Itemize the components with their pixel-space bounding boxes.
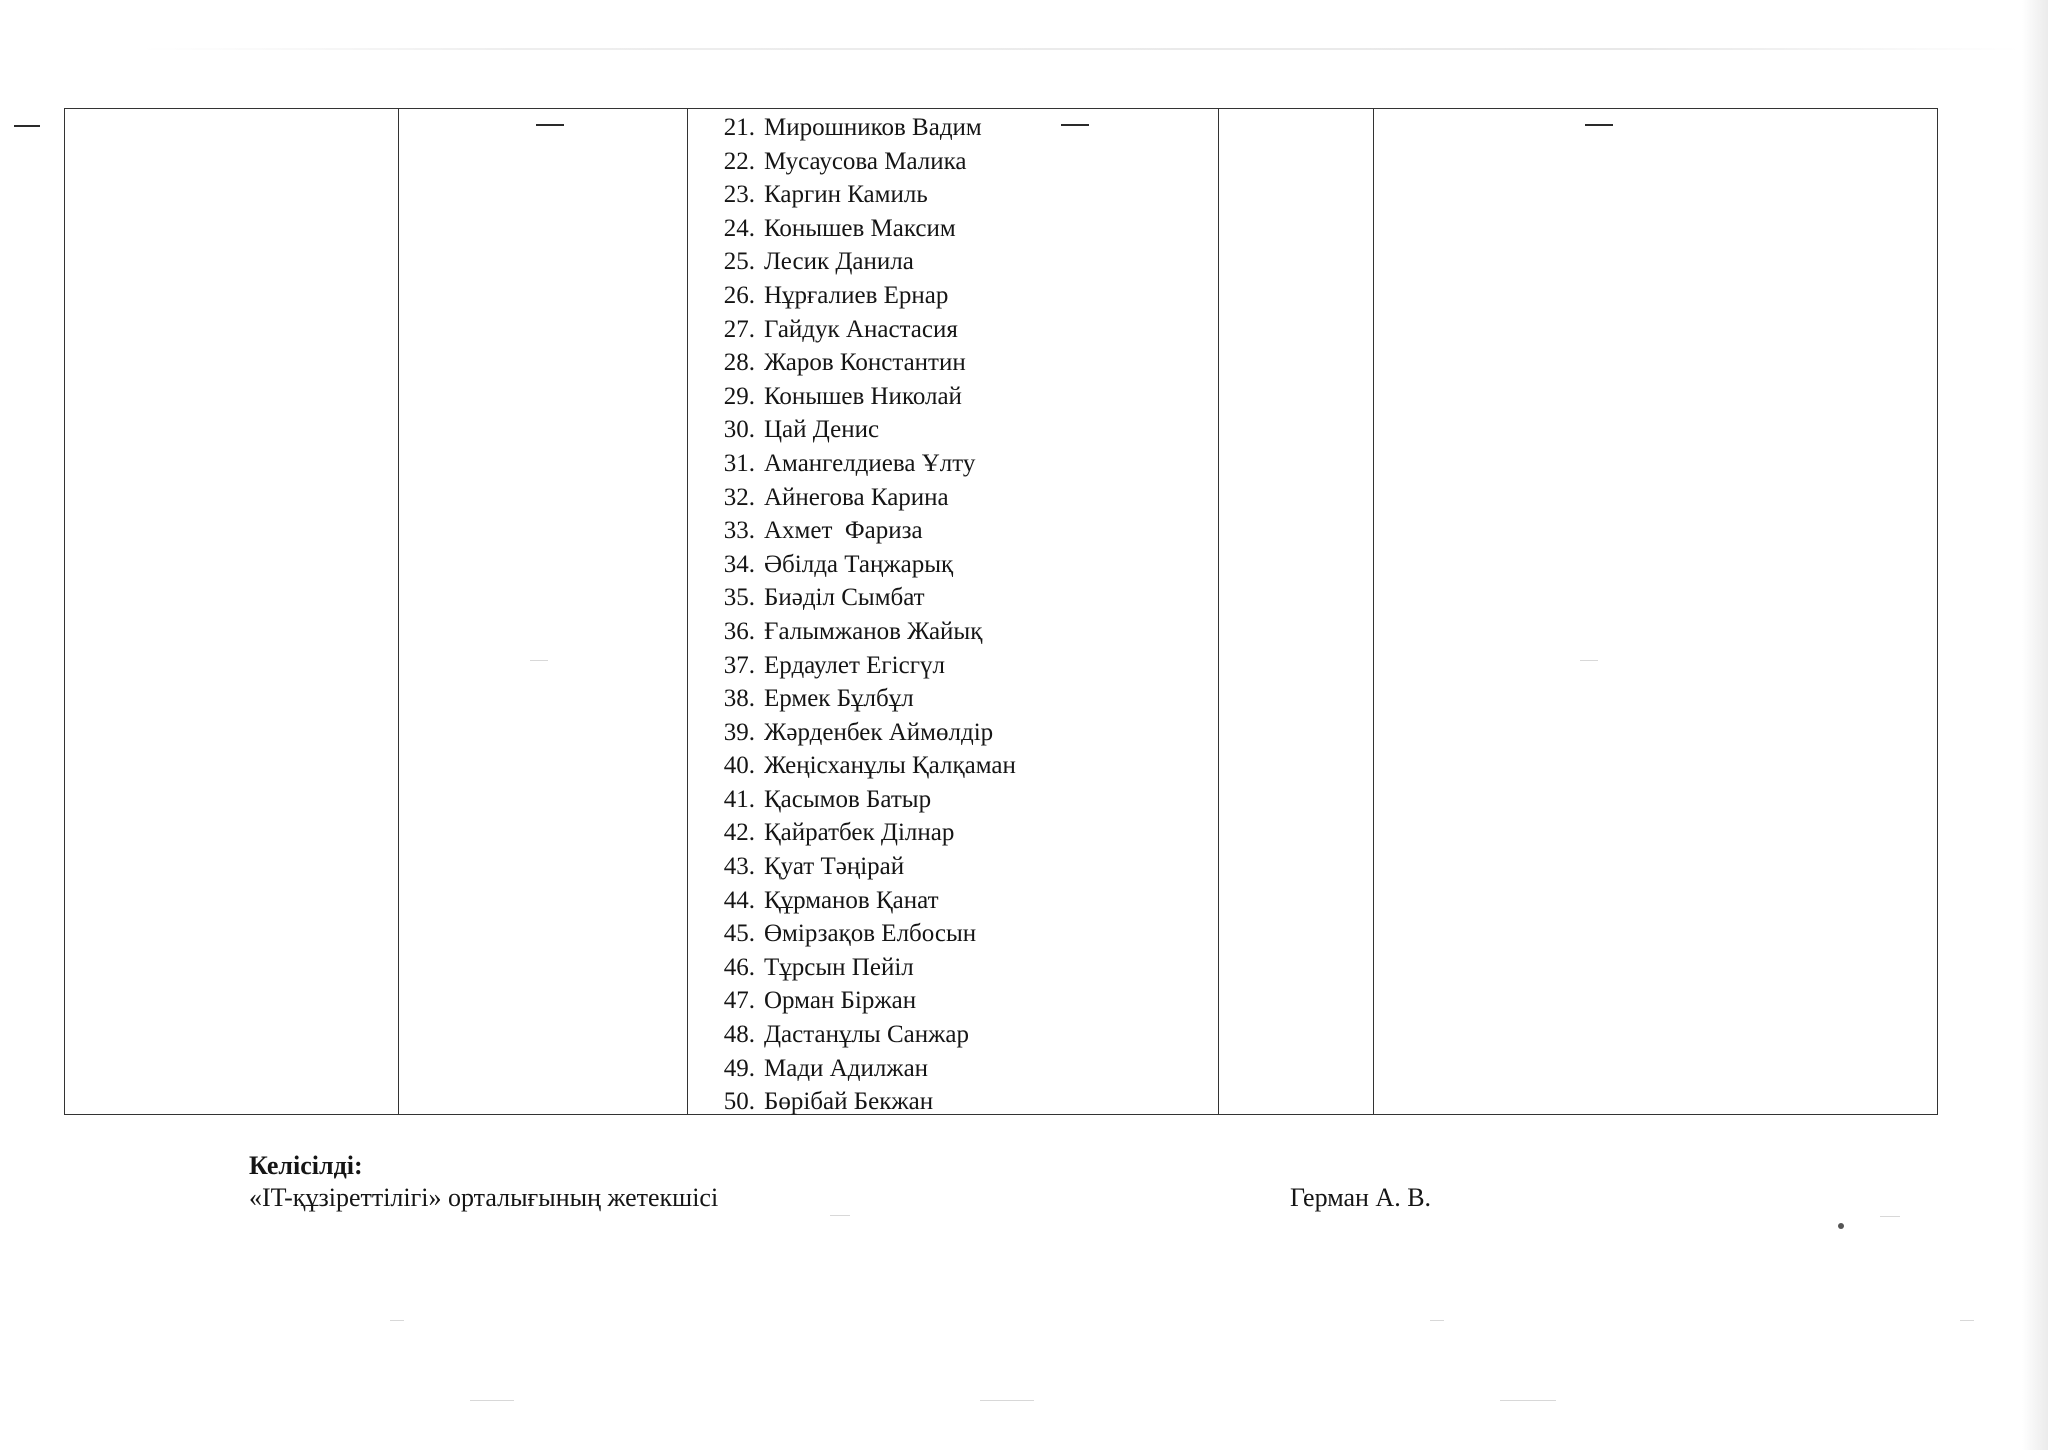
list-item-name: Құрманов Қанат	[764, 886, 939, 914]
list-item-name: Мусаусова Малика	[764, 147, 967, 175]
list-item-name: Ғалымжанов Жайық	[764, 617, 983, 645]
list-item-name: Биәділ Сымбат	[764, 584, 925, 612]
list-item-name: Мирошников Вадим	[764, 114, 982, 141]
list-item-name: Тұрсын Пейіл	[764, 953, 914, 981]
list-item	[713, 413, 1016, 447]
list-item	[713, 850, 1016, 884]
signer-name: Герман А. В.	[1290, 1183, 1432, 1212]
list-item	[713, 279, 1016, 313]
list-item-name: Орман Біржан	[764, 987, 917, 1015]
list-item-name: Амангелдиева Ұлту	[764, 449, 976, 477]
list-item	[713, 615, 1016, 649]
list-item-number: 43.	[723, 853, 755, 881]
list-item-name: Айнегова Карина	[764, 483, 949, 511]
scan-artifact	[980, 1400, 1034, 1401]
scan-artifact	[1960, 1320, 1974, 1321]
list-item-number: 44.	[723, 886, 755, 914]
list-item	[713, 514, 1016, 548]
list-item	[713, 111, 1016, 145]
list-item-name: Әбілда Таңжарық	[764, 550, 954, 578]
list-item	[713, 581, 1016, 615]
list-item	[713, 951, 1016, 985]
list-item-name: Цай Денис	[764, 416, 880, 444]
list-item	[713, 313, 1016, 347]
list-item-number: 36.	[723, 617, 755, 645]
list-item	[713, 783, 1016, 817]
list-item-name: Қуат Тәңірай	[764, 853, 905, 881]
list-item-number: 41.	[723, 785, 755, 813]
column-divider-3	[1218, 109, 1219, 1114]
list-item	[713, 548, 1016, 582]
scan-artifact	[830, 1215, 850, 1216]
list-item-name: Конышев Николай	[764, 382, 962, 410]
column-divider-1	[398, 109, 399, 1114]
list-item	[713, 884, 1016, 918]
list-item	[713, 346, 1016, 380]
list-item-name: Өмірзақов Елбосын	[764, 920, 977, 948]
list-item-name: Бөрібай Бекжан	[764, 1088, 934, 1116]
list-item-name: Лесик Данила	[764, 248, 914, 276]
list-item-number: 33.	[723, 517, 755, 545]
list-item	[713, 178, 1016, 212]
list-item-number: 29.	[723, 382, 755, 410]
list-item-name: Нұрғалиев Ернар	[764, 281, 949, 309]
list-item-number: 47.	[723, 987, 755, 1015]
list-item	[713, 1085, 1016, 1119]
list-item	[713, 212, 1016, 246]
list-item-number: 38.	[723, 685, 755, 713]
list-item	[713, 716, 1016, 750]
list-item	[713, 682, 1016, 716]
agreed-label: Келісілді:	[249, 1151, 363, 1180]
list-item	[713, 245, 1016, 279]
list-item-number: 39.	[723, 718, 755, 746]
column-divider-2	[687, 109, 688, 1114]
list-item-number: 32.	[723, 483, 755, 511]
list-item-number: 26.	[723, 281, 755, 309]
list-item-name: Каргин Камиль	[764, 181, 928, 209]
list-item-number: 28.	[723, 349, 755, 377]
list-item-number: 46.	[723, 953, 755, 981]
list-item-name: Жәрденбек Аймөлдір	[764, 718, 994, 746]
list-item-number: 23.	[723, 181, 755, 209]
scan-artifact	[1430, 1320, 1444, 1321]
list-item-number: 22.	[723, 147, 755, 175]
list-item-name: Жаров Константин	[764, 349, 966, 377]
list-item	[713, 917, 1016, 951]
list-item-number: 45.	[723, 920, 755, 948]
list-item-name: Дастанұлы Санжар	[764, 1021, 969, 1049]
list-item-name: Конышев Максим	[764, 214, 956, 242]
list-item	[713, 481, 1016, 515]
names-list	[713, 111, 1016, 1119]
list-item	[713, 984, 1016, 1018]
list-item-number: 31.	[723, 449, 755, 477]
list-item	[713, 1018, 1016, 1052]
list-item-number: 27.	[723, 315, 755, 343]
list-item-number: 49.	[723, 1054, 755, 1082]
list-item	[713, 145, 1016, 179]
list-item-number: 42.	[723, 819, 755, 847]
list-item-name: Қайратбек Ділнар	[764, 819, 955, 847]
scan-edge-shadow	[2022, 0, 2048, 1450]
list-item-name: Гайдук Анастасия	[764, 315, 958, 343]
list-item-number: 35.	[723, 584, 755, 612]
list-item-number: 37.	[723, 651, 755, 679]
scan-top-shadow	[140, 48, 2020, 50]
list-item	[713, 749, 1016, 783]
scan-artifact	[390, 1320, 404, 1321]
list-item	[713, 816, 1016, 850]
list-item-name: Қасымов Батыр	[764, 785, 932, 813]
list-item-name: Жеңісханұлы Қалқаман	[764, 752, 1016, 780]
signer-position: «IT-құзіреттілігі» орталығының жетекшісі	[249, 1183, 719, 1212]
list-item-number: 34.	[723, 550, 755, 578]
column-divider-4	[1373, 109, 1374, 1114]
list-item-number: 40.	[723, 752, 755, 780]
left-margin-dash	[14, 125, 40, 127]
list-item	[713, 649, 1016, 683]
scan-artifact	[1880, 1216, 1900, 1217]
list-item-name: Мади Адилжан	[764, 1054, 929, 1082]
scan-speck	[1838, 1223, 1844, 1229]
list-item-number: 30.	[723, 416, 755, 444]
scan-artifact	[470, 1400, 514, 1401]
list-item	[713, 380, 1016, 414]
list-item-number: 21.	[723, 114, 755, 141]
list-item	[713, 447, 1016, 481]
list-item-number: 48.	[723, 1021, 755, 1049]
list-item-name: Ердаулет Егісгүл	[764, 651, 945, 679]
list-item-name: Ахмет Фариза	[764, 517, 923, 545]
participants-table	[64, 108, 1938, 1115]
list-item-number: 24.	[723, 214, 755, 242]
list-item-number: 50.	[723, 1088, 755, 1116]
list-item-number: 25.	[723, 248, 755, 276]
scan-artifact	[1500, 1400, 1556, 1401]
list-item-name: Ермек Бұлбұл	[764, 685, 914, 713]
list-item	[713, 1052, 1016, 1086]
